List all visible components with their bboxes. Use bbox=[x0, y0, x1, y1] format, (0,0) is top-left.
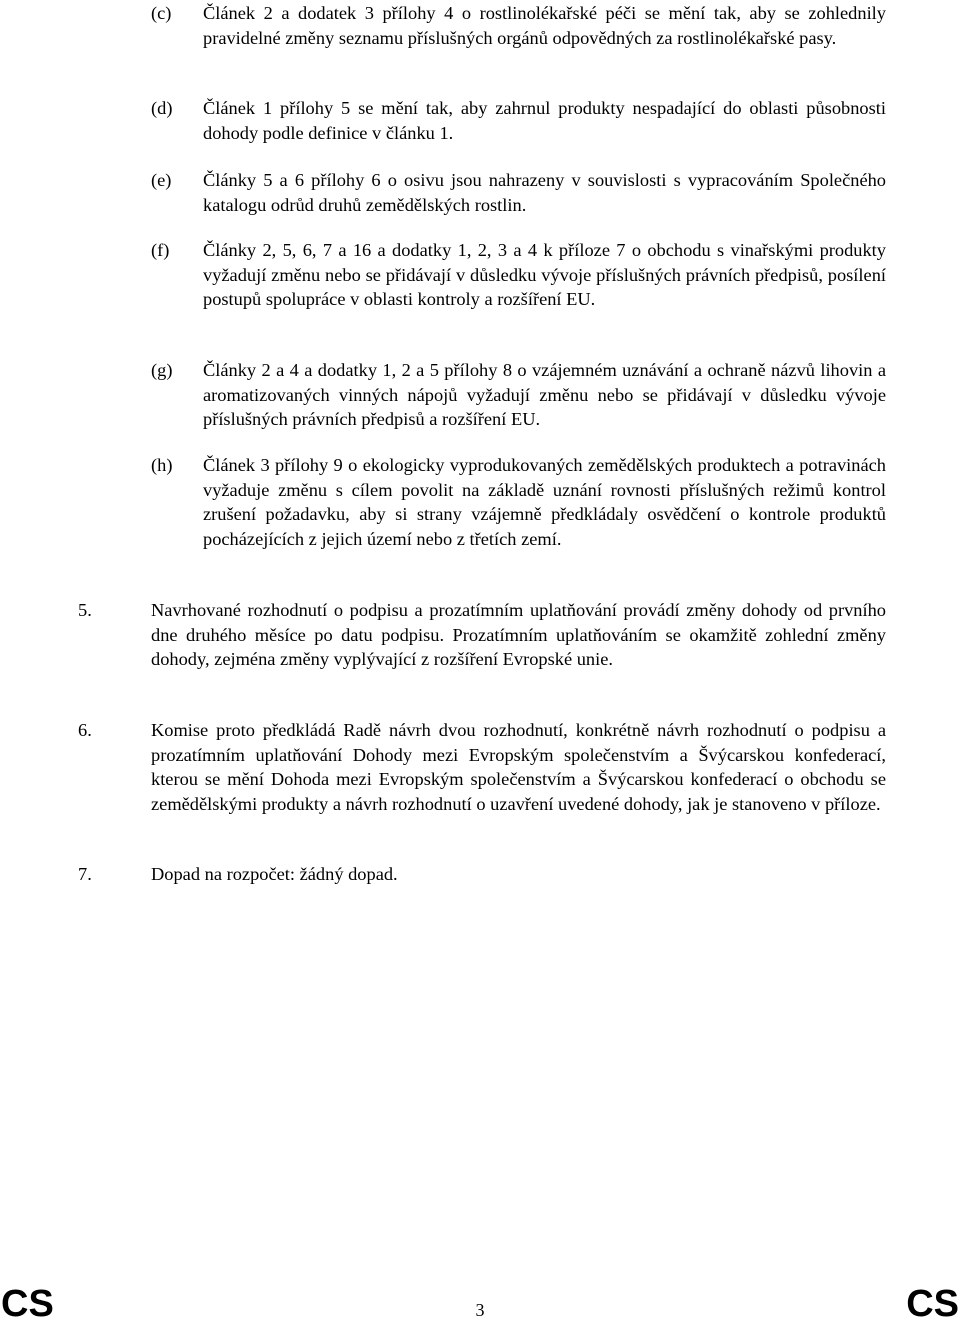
list-item-label: (e) bbox=[151, 170, 172, 190]
paragraph-text: Dopad na rozpočet: žádný dopad. bbox=[151, 864, 398, 884]
list-item-text: Články 5 a 6 přílohy 6 o osivu jsou nahrazeny v souvislosti s vypracováním Společného katalogu odrůd druhů zemědělských rostlin. bbox=[203, 170, 886, 215]
list-item-label: (h) bbox=[151, 455, 173, 475]
footer-language-code-left: CS bbox=[1, 1283, 54, 1325]
list-item-text: Článek 1 přílohy 5 se mění tak, aby zahrnul produkty nespadající do oblasti působnosti dohody podle definice v článku 1. bbox=[203, 98, 886, 143]
paragraph-number: 7. bbox=[78, 864, 92, 884]
footer-language-code-right: CS bbox=[906, 1283, 959, 1325]
list-item-text: Článek 3 přílohy 9 o ekologicky vyprodukovaných zemědělských produktech a potravinách vyžaduje změnu s cílem povolit na základě uznání rovnosti příslušných režimů kontrol zrušení požadavku, aby si strany vzájemně předkládaly osvědčení o kontrole produktů pocházejících z jejich území nebo z třetích zemí. bbox=[203, 455, 886, 549]
list-item-label: (g) bbox=[151, 360, 173, 380]
list-item-label: (f) bbox=[151, 240, 170, 260]
list-item-label: (c) bbox=[151, 3, 172, 23]
paragraph-text: Navrhované rozhodnutí o podpisu a prozatímním uplatňování provádí změny dohody od prvního dne druhého měsíce po datu podpisu. Prozatímním uplatňováním se okamžitě zohlední změny dohody, zejména změny vyplývající z rozšíření Evropské unie. bbox=[151, 600, 886, 670]
list-item-text: Články 2, 5, 6, 7 a 16 a dodatky 1, 2, 3 a 4 k příloze 7 o obchodu s vinařskými produkty vyžadují změnu nebo se přidávají v důsledku vývoje příslušných právních předpisů, posílení postupů spolupráce v oblasti kontroly a rozšíření EU. bbox=[203, 240, 886, 310]
paragraph-number: 5. bbox=[78, 600, 92, 620]
paragraph-number: 6. bbox=[78, 720, 92, 740]
list-item-label: (d) bbox=[151, 98, 173, 118]
page-number: 3 bbox=[475, 1300, 485, 1320]
list-item-text: Článek 2 a dodatek 3 přílohy 4 o rostlinolékařské péči se mění tak, aby se zohlednily pravidelné změny seznamu příslušných orgánů odpovědných za rostlinolékařské pasy. bbox=[203, 3, 886, 48]
list-item-text: Články 2 a 4 a dodatky 1, 2 a 5 přílohy 8 o vzájemném uznávání a ochraně názvů lihovin a aromatizovaných vinných nápojů vyžadují změnu nebo se přidávají v důsledku vývoje příslušných právních předpisů a rozšíření EU. bbox=[203, 360, 886, 430]
paragraph-text: Komise proto předkládá Radě návrh dvou rozhodnutí, konkrétně návrh rozhodnutí o podpisu a prozatímním uplatňování Dohody mezi Evropským společenstvím a Švýcarskou konfederací, kterou se mění Dohoda mezi Evropským společenstvím a Švýcarskou konfederací o obchodu se zemědělskými produkty a návrh rozhodnutí o uzavření uvedené dohody, jak je stanoveno v příloze. bbox=[151, 720, 886, 814]
